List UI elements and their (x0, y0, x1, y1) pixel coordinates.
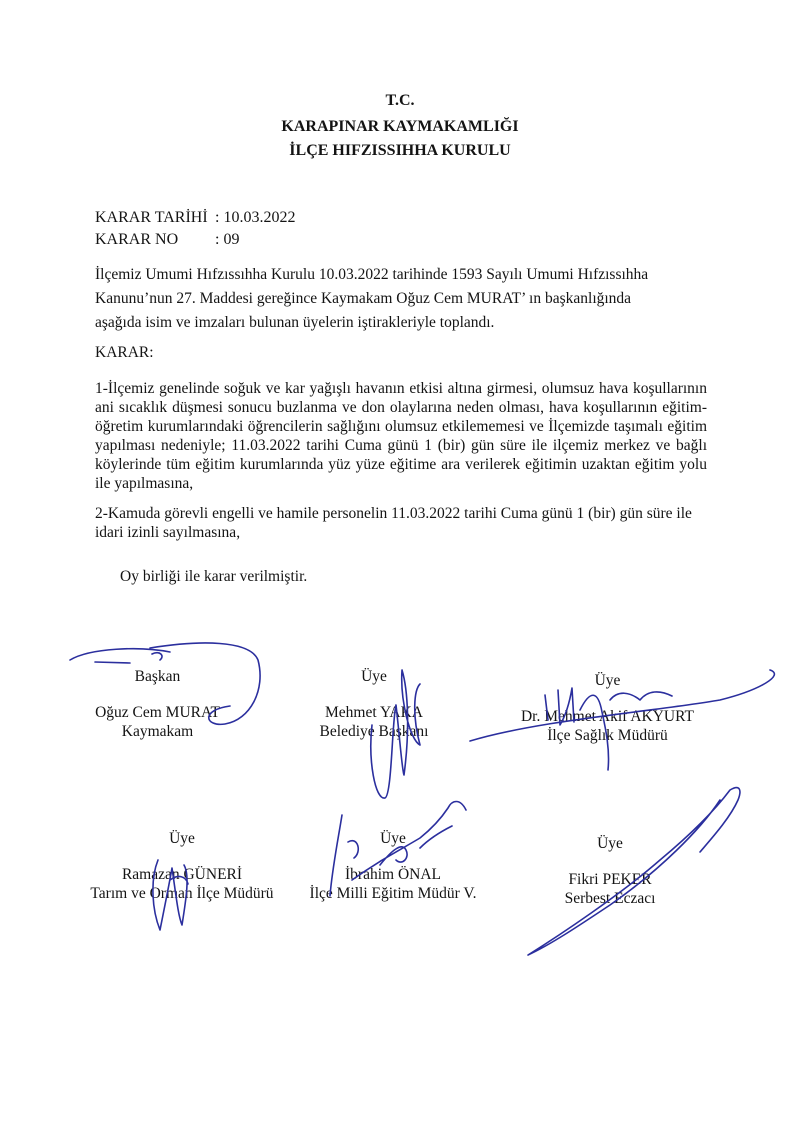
signatory-role: Üye (380, 830, 406, 847)
decision-item-2: 2-Kamuda görevli engelli ve hamile personelin 11.03.2022 tarihi Cuma günü 1 (bir) gün süre ile idari izinli sayılmasına, (95, 505, 692, 541)
signatory-role: Başkan (134, 668, 181, 685)
decision-date-value: : 10.03.2022 (215, 209, 296, 226)
signature-block-health (500, 671, 715, 745)
signatory-title: Serbest Eczacı (564, 890, 656, 907)
signatory-title: İlçe Sağlık Müdürü (547, 727, 668, 744)
signatory-role: Üye (169, 830, 195, 847)
signatory-title: İlçe Milli Eğitim Müdür V. (309, 885, 477, 902)
signature-block-agriculture (62, 829, 302, 903)
decision-number (95, 230, 239, 250)
karar-heading: KARAR: (95, 344, 154, 361)
decision-date-label: KARAR TARİHİ (95, 209, 208, 226)
signature-block-mayor (284, 667, 464, 741)
decision-item-1: 1-İlçemiz genelinde soğuk ve kar yağışlı havanın etkisi altına girmesi, olumsuz hava koşullarının ani sıcaklık düşmesi sonucu buzlanma ve don olaylarına neden olması, hava koşullarının eğitim-öğretim kurumlarındaki öğrencilerin sağlığını olumsuz etkilememesi ve İlçemizde taşımalı eğitim yapılması nedeniyle; 11.03.2022 tarihi Cuma günü 1 (bir) gün süre ile ilçemiz merkez ve bağlı köylerinde tüm eğitim kurumlarında yüz yüze eğitime ara verilerek eğitimin uzaktan eğitim yolu ile yapılmasına, (95, 380, 707, 492)
header-board: İLÇE HIFZISSIHHA KURULU (289, 142, 511, 159)
intro-line-1: İlçemiz Umumi Hıfzıssıhha Kurulu 10.03.2022 tarihinde 1593 Sayılı Umumi Hıfzıssıhha (95, 266, 649, 283)
signatory-role: Üye (597, 835, 623, 852)
signature-block-chair (60, 667, 255, 741)
intro-line-2: Kanunu’nun 27. Maddesi gereğince Kaymakam Oğuz Cem MURAT’ ın başkanlığında (95, 290, 632, 307)
intro-line-3: aşağıda isim ve imzaları bulunan üyelerin iştirakleriyle toplandı. (95, 314, 495, 331)
signatory-name: Mehmet YAKA (324, 704, 423, 721)
signatory-name: Oğuz Cem MURAT (95, 704, 220, 721)
signatory-name: Dr. Mehmet Akif AKYURT (520, 708, 694, 725)
signatory-role: Üye (361, 668, 387, 685)
decision-number-label: KARAR NO (95, 231, 179, 248)
signatory-title: Tarım ve Orman İlçe Müdürü (90, 885, 274, 902)
signature-block-education (288, 829, 498, 903)
signatory-name: Ramazan GÜNERİ (121, 866, 243, 883)
signatory-name: Fikri PEKER (568, 871, 652, 888)
decision-date (95, 208, 295, 228)
header-institution: KARAPINAR KAYMAKAMLIĞI (281, 118, 519, 135)
signatory-name: İbrahim ÖNAL (345, 866, 441, 883)
signatory-title: Belediye Başkanı (319, 723, 429, 740)
closing-statement: Oy birliği ile karar verilmiştir. (120, 568, 308, 585)
header-tc: T.C. (385, 92, 415, 109)
signature-block-pharmacist (510, 834, 710, 908)
signatory-title: Kaymakam (121, 723, 194, 740)
decision-number-value: : 09 (215, 231, 240, 248)
signatory-role: Üye (594, 672, 621, 689)
